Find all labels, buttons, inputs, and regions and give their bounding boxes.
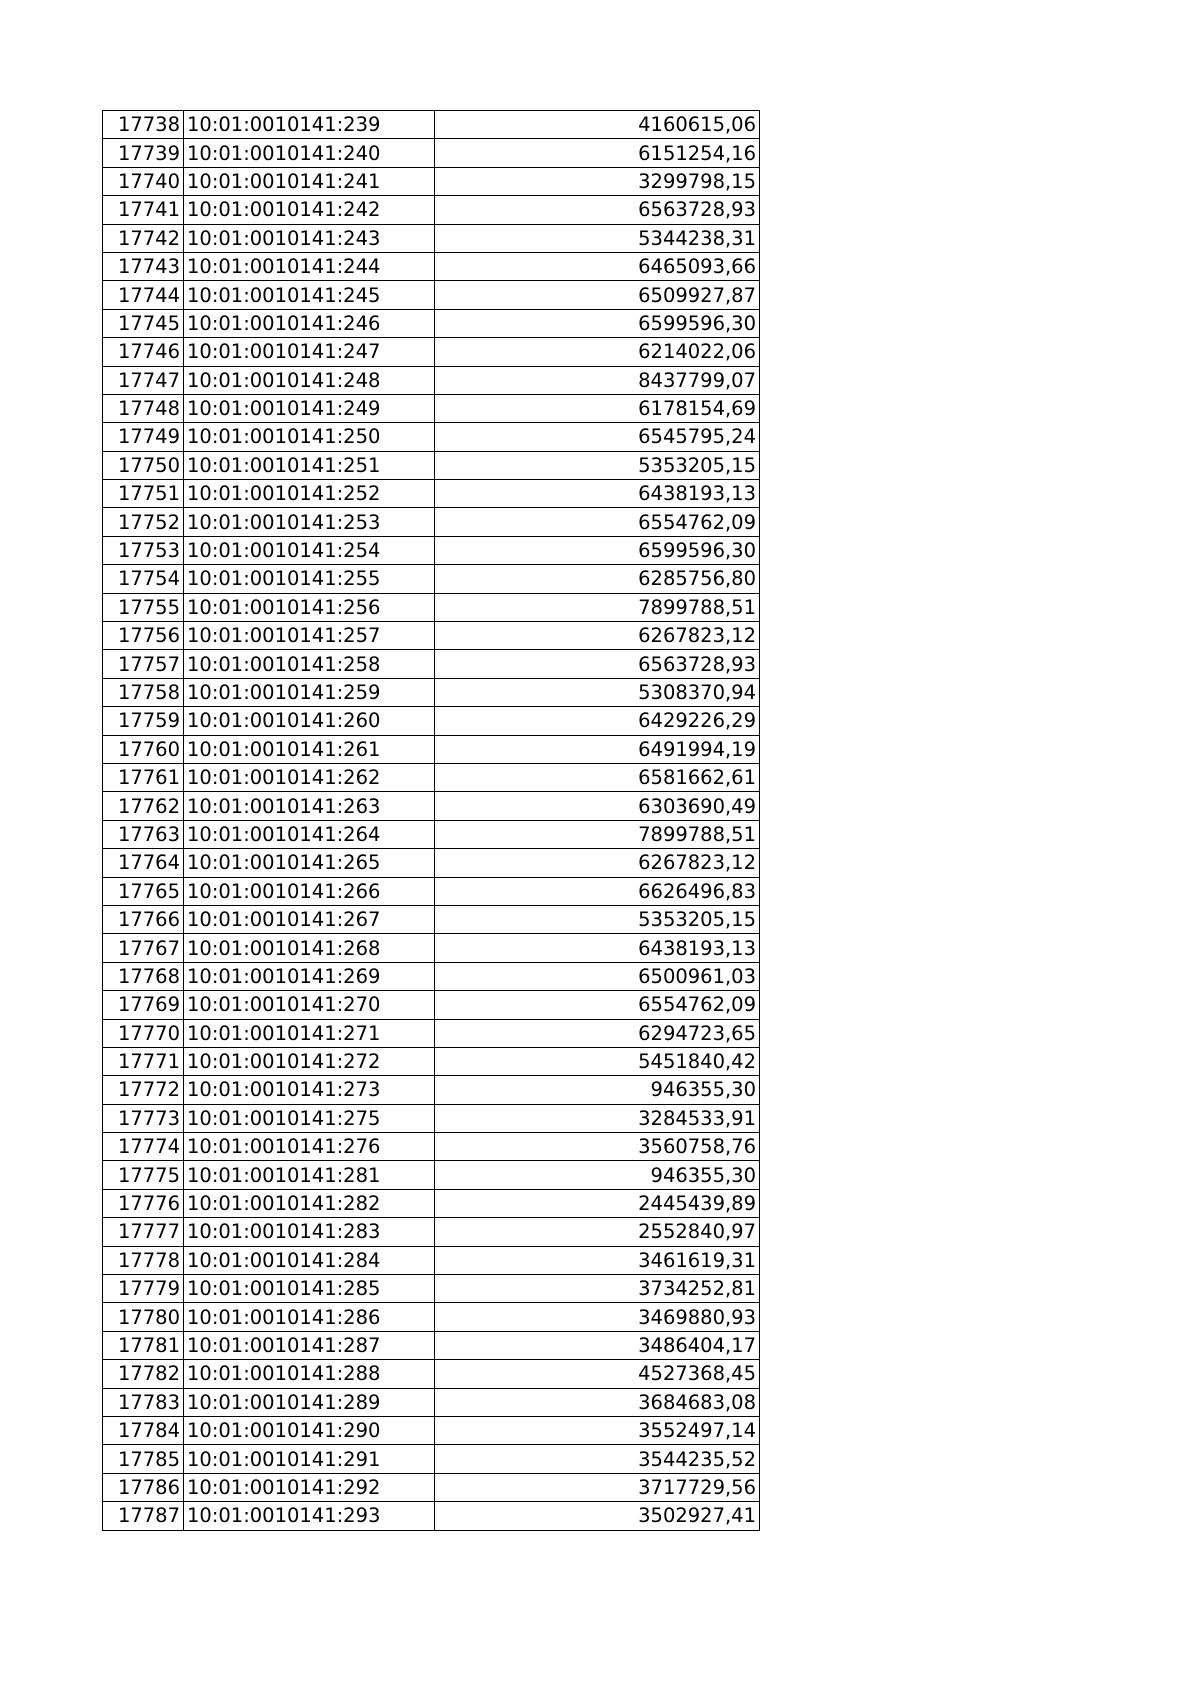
value-cell: 7899788,51 bbox=[435, 593, 760, 621]
cadastral-number-cell: 10:01:0010141:251 bbox=[184, 451, 435, 479]
cadastral-number-cell: 10:01:0010141:273 bbox=[184, 1076, 435, 1104]
row-number-cell: 17743 bbox=[103, 252, 184, 280]
value-cell: 6294723,65 bbox=[435, 1019, 760, 1047]
cadastral-number-cell: 10:01:0010141:256 bbox=[184, 593, 435, 621]
cadastral-number-cell: 10:01:0010141:261 bbox=[184, 735, 435, 763]
table-row bbox=[103, 678, 760, 706]
table-row bbox=[103, 1388, 760, 1416]
cadastral-number-cell: 10:01:0010141:283 bbox=[184, 1218, 435, 1246]
row-number-cell: 17752 bbox=[103, 508, 184, 536]
cadastral-number-cell: 10:01:0010141:275 bbox=[184, 1104, 435, 1132]
table-row bbox=[103, 820, 760, 848]
table-row bbox=[103, 593, 760, 621]
value-cell: 6214022,06 bbox=[435, 338, 760, 366]
row-number-cell: 17782 bbox=[103, 1360, 184, 1388]
cadastral-number-cell: 10:01:0010141:287 bbox=[184, 1331, 435, 1359]
value-cell: 6563728,93 bbox=[435, 650, 760, 678]
cadastral-number-cell: 10:01:0010141:284 bbox=[184, 1246, 435, 1274]
value-cell: 6500961,03 bbox=[435, 962, 760, 990]
cadastral-number-cell: 10:01:0010141:293 bbox=[184, 1502, 435, 1530]
table-row bbox=[103, 366, 760, 394]
table-row bbox=[103, 1416, 760, 1444]
table-row bbox=[103, 1445, 760, 1473]
table-row bbox=[103, 1303, 760, 1331]
row-number-cell: 17749 bbox=[103, 423, 184, 451]
table-row bbox=[103, 394, 760, 422]
value-cell: 6438193,13 bbox=[435, 480, 760, 508]
value-cell: 2445439,89 bbox=[435, 1189, 760, 1217]
table-row bbox=[103, 1133, 760, 1161]
table-row bbox=[103, 309, 760, 337]
value-cell: 5451840,42 bbox=[435, 1047, 760, 1075]
table-row bbox=[103, 1161, 760, 1189]
table-row bbox=[103, 1275, 760, 1303]
cadastral-number-cell: 10:01:0010141:262 bbox=[184, 763, 435, 791]
cadastral-number-cell: 10:01:0010141:285 bbox=[184, 1275, 435, 1303]
row-number-cell: 17751 bbox=[103, 480, 184, 508]
cadastral-number-cell: 10:01:0010141:246 bbox=[184, 309, 435, 337]
value-cell: 6491994,19 bbox=[435, 735, 760, 763]
table-row bbox=[103, 480, 760, 508]
value-cell: 5353205,15 bbox=[435, 451, 760, 479]
value-cell: 3299798,15 bbox=[435, 167, 760, 195]
table-row bbox=[103, 536, 760, 564]
cadastral-number-cell: 10:01:0010141:286 bbox=[184, 1303, 435, 1331]
table-row bbox=[103, 991, 760, 1019]
row-number-cell: 17784 bbox=[103, 1416, 184, 1444]
table-row bbox=[103, 1189, 760, 1217]
cadastral-number-cell: 10:01:0010141:282 bbox=[184, 1189, 435, 1217]
value-cell: 5344238,31 bbox=[435, 224, 760, 252]
value-cell: 3284533,91 bbox=[435, 1104, 760, 1132]
value-cell: 6438193,13 bbox=[435, 934, 760, 962]
row-number-cell: 17762 bbox=[103, 792, 184, 820]
value-cell: 3502927,41 bbox=[435, 1502, 760, 1530]
row-number-cell: 17765 bbox=[103, 877, 184, 905]
row-number-cell: 17779 bbox=[103, 1275, 184, 1303]
table-row bbox=[103, 1502, 760, 1530]
row-number-cell: 17769 bbox=[103, 991, 184, 1019]
table-row bbox=[103, 622, 760, 650]
row-number-cell: 17763 bbox=[103, 820, 184, 848]
table-row bbox=[103, 1218, 760, 1246]
table-row bbox=[103, 707, 760, 735]
value-cell: 3560758,76 bbox=[435, 1133, 760, 1161]
table-row bbox=[103, 338, 760, 366]
table-row bbox=[103, 167, 760, 195]
table-row bbox=[103, 224, 760, 252]
row-number-cell: 17756 bbox=[103, 622, 184, 650]
cadastral-number-cell: 10:01:0010141:249 bbox=[184, 394, 435, 422]
row-number-cell: 17753 bbox=[103, 536, 184, 564]
value-cell: 946355,30 bbox=[435, 1076, 760, 1104]
table-row bbox=[103, 792, 760, 820]
value-cell: 3469880,93 bbox=[435, 1303, 760, 1331]
cadastral-number-cell: 10:01:0010141:265 bbox=[184, 849, 435, 877]
cadastral-number-cell: 10:01:0010141:263 bbox=[184, 792, 435, 820]
table-row bbox=[103, 139, 760, 167]
table-row bbox=[103, 1246, 760, 1274]
cadastral-number-cell: 10:01:0010141:272 bbox=[184, 1047, 435, 1075]
row-number-cell: 17776 bbox=[103, 1189, 184, 1217]
cadastral-number-cell: 10:01:0010141:243 bbox=[184, 224, 435, 252]
cadastral-number-cell: 10:01:0010141:259 bbox=[184, 678, 435, 706]
row-number-cell: 17750 bbox=[103, 451, 184, 479]
row-number-cell: 17759 bbox=[103, 707, 184, 735]
value-cell: 6554762,09 bbox=[435, 991, 760, 1019]
value-cell: 5308370,94 bbox=[435, 678, 760, 706]
table-row bbox=[103, 565, 760, 593]
row-number-cell: 17787 bbox=[103, 1502, 184, 1530]
row-number-cell: 17758 bbox=[103, 678, 184, 706]
table-row bbox=[103, 111, 760, 139]
row-number-cell: 17775 bbox=[103, 1161, 184, 1189]
value-cell: 3684683,08 bbox=[435, 1388, 760, 1416]
row-number-cell: 17748 bbox=[103, 394, 184, 422]
value-cell: 6303690,49 bbox=[435, 792, 760, 820]
value-cell: 6267823,12 bbox=[435, 849, 760, 877]
cadastral-number-cell: 10:01:0010141:260 bbox=[184, 707, 435, 735]
value-cell: 6554762,09 bbox=[435, 508, 760, 536]
table-row bbox=[103, 508, 760, 536]
value-cell: 6151254,16 bbox=[435, 139, 760, 167]
row-number-cell: 17772 bbox=[103, 1076, 184, 1104]
table-row bbox=[103, 252, 760, 280]
cadastral-number-cell: 10:01:0010141:239 bbox=[184, 111, 435, 139]
value-cell: 6563728,93 bbox=[435, 196, 760, 224]
row-number-cell: 17754 bbox=[103, 565, 184, 593]
table-row bbox=[103, 877, 760, 905]
row-number-cell: 17755 bbox=[103, 593, 184, 621]
row-number-cell: 17770 bbox=[103, 1019, 184, 1047]
value-cell: 3461619,31 bbox=[435, 1246, 760, 1274]
value-cell: 6599596,30 bbox=[435, 536, 760, 564]
cadastral-number-cell: 10:01:0010141:247 bbox=[184, 338, 435, 366]
table-row bbox=[103, 1076, 760, 1104]
value-cell: 3552497,14 bbox=[435, 1416, 760, 1444]
value-cell: 2552840,97 bbox=[435, 1218, 760, 1246]
table-row bbox=[103, 423, 760, 451]
row-number-cell: 17745 bbox=[103, 309, 184, 337]
table-row bbox=[103, 735, 760, 763]
value-cell: 6178154,69 bbox=[435, 394, 760, 422]
value-cell: 3486404,17 bbox=[435, 1331, 760, 1359]
row-number-cell: 17757 bbox=[103, 650, 184, 678]
value-cell: 3717729,56 bbox=[435, 1473, 760, 1501]
cadastral-number-cell: 10:01:0010141:267 bbox=[184, 905, 435, 933]
table-body bbox=[103, 111, 760, 1531]
row-number-cell: 17773 bbox=[103, 1104, 184, 1132]
row-number-cell: 17766 bbox=[103, 905, 184, 933]
value-cell: 3734252,81 bbox=[435, 1275, 760, 1303]
table-row bbox=[103, 962, 760, 990]
row-number-cell: 17741 bbox=[103, 196, 184, 224]
table-row bbox=[103, 650, 760, 678]
row-number-cell: 17764 bbox=[103, 849, 184, 877]
row-number-cell: 17774 bbox=[103, 1133, 184, 1161]
cadastral-number-cell: 10:01:0010141:245 bbox=[184, 281, 435, 309]
cadastral-number-cell: 10:01:0010141:240 bbox=[184, 139, 435, 167]
value-cell: 3544235,52 bbox=[435, 1445, 760, 1473]
cadastral-number-cell: 10:01:0010141:288 bbox=[184, 1360, 435, 1388]
row-number-cell: 17768 bbox=[103, 962, 184, 990]
cadastral-number-cell: 10:01:0010141:255 bbox=[184, 565, 435, 593]
table-row bbox=[103, 934, 760, 962]
cadastral-number-cell: 10:01:0010141:253 bbox=[184, 508, 435, 536]
value-cell: 6581662,61 bbox=[435, 763, 760, 791]
value-cell: 6626496,83 bbox=[435, 877, 760, 905]
cadastral-number-cell: 10:01:0010141:268 bbox=[184, 934, 435, 962]
table-row bbox=[103, 1047, 760, 1075]
value-cell: 6267823,12 bbox=[435, 622, 760, 650]
table-row bbox=[103, 196, 760, 224]
value-cell: 4527368,45 bbox=[435, 1360, 760, 1388]
row-number-cell: 17739 bbox=[103, 139, 184, 167]
value-cell: 946355,30 bbox=[435, 1161, 760, 1189]
value-cell: 4160615,06 bbox=[435, 111, 760, 139]
cadastral-number-cell: 10:01:0010141:242 bbox=[184, 196, 435, 224]
cadastral-number-cell: 10:01:0010141:289 bbox=[184, 1388, 435, 1416]
row-number-cell: 17746 bbox=[103, 338, 184, 366]
row-number-cell: 17738 bbox=[103, 111, 184, 139]
row-number-cell: 17780 bbox=[103, 1303, 184, 1331]
cadastral-number-cell: 10:01:0010141:248 bbox=[184, 366, 435, 394]
row-number-cell: 17761 bbox=[103, 763, 184, 791]
table-row bbox=[103, 451, 760, 479]
value-cell: 6465093,66 bbox=[435, 252, 760, 280]
row-number-cell: 17744 bbox=[103, 281, 184, 309]
cadastral-number-cell: 10:01:0010141:271 bbox=[184, 1019, 435, 1047]
row-number-cell: 17781 bbox=[103, 1331, 184, 1359]
row-number-cell: 17742 bbox=[103, 224, 184, 252]
row-number-cell: 17760 bbox=[103, 735, 184, 763]
cadastral-number-cell: 10:01:0010141:257 bbox=[184, 622, 435, 650]
table-row bbox=[103, 1473, 760, 1501]
value-cell: 8437799,07 bbox=[435, 366, 760, 394]
row-number-cell: 17740 bbox=[103, 167, 184, 195]
table-row bbox=[103, 1104, 760, 1132]
cadastral-number-cell: 10:01:0010141:266 bbox=[184, 877, 435, 905]
row-number-cell: 17786 bbox=[103, 1473, 184, 1501]
cadastral-number-cell: 10:01:0010141:258 bbox=[184, 650, 435, 678]
table-row bbox=[103, 763, 760, 791]
cadastral-number-cell: 10:01:0010141:270 bbox=[184, 991, 435, 1019]
row-number-cell: 17771 bbox=[103, 1047, 184, 1075]
cadastral-number-cell: 10:01:0010141:244 bbox=[184, 252, 435, 280]
table-row bbox=[103, 1019, 760, 1047]
cadastral-value-table bbox=[102, 110, 760, 1531]
value-cell: 6285756,80 bbox=[435, 565, 760, 593]
row-number-cell: 17777 bbox=[103, 1218, 184, 1246]
row-number-cell: 17783 bbox=[103, 1388, 184, 1416]
cadastral-number-cell: 10:01:0010141:241 bbox=[184, 167, 435, 195]
value-cell: 7899788,51 bbox=[435, 820, 760, 848]
value-cell: 6599596,30 bbox=[435, 309, 760, 337]
value-cell: 5353205,15 bbox=[435, 905, 760, 933]
value-cell: 6545795,24 bbox=[435, 423, 760, 451]
table-row bbox=[103, 1331, 760, 1359]
cadastral-number-cell: 10:01:0010141:290 bbox=[184, 1416, 435, 1444]
cadastral-number-cell: 10:01:0010141:250 bbox=[184, 423, 435, 451]
table-row bbox=[103, 1360, 760, 1388]
row-number-cell: 17785 bbox=[103, 1445, 184, 1473]
value-cell: 6429226,29 bbox=[435, 707, 760, 735]
value-cell: 6509927,87 bbox=[435, 281, 760, 309]
table-row bbox=[103, 849, 760, 877]
cadastral-number-cell: 10:01:0010141:264 bbox=[184, 820, 435, 848]
cadastral-number-cell: 10:01:0010141:269 bbox=[184, 962, 435, 990]
cadastral-number-cell: 10:01:0010141:276 bbox=[184, 1133, 435, 1161]
cadastral-number-cell: 10:01:0010141:291 bbox=[184, 1445, 435, 1473]
row-number-cell: 17778 bbox=[103, 1246, 184, 1274]
cadastral-number-cell: 10:01:0010141:292 bbox=[184, 1473, 435, 1501]
row-number-cell: 17767 bbox=[103, 934, 184, 962]
table-row bbox=[103, 281, 760, 309]
table-row bbox=[103, 905, 760, 933]
cadastral-number-cell: 10:01:0010141:252 bbox=[184, 480, 435, 508]
cadastral-number-cell: 10:01:0010141:254 bbox=[184, 536, 435, 564]
cadastral-number-cell: 10:01:0010141:281 bbox=[184, 1161, 435, 1189]
row-number-cell: 17747 bbox=[103, 366, 184, 394]
